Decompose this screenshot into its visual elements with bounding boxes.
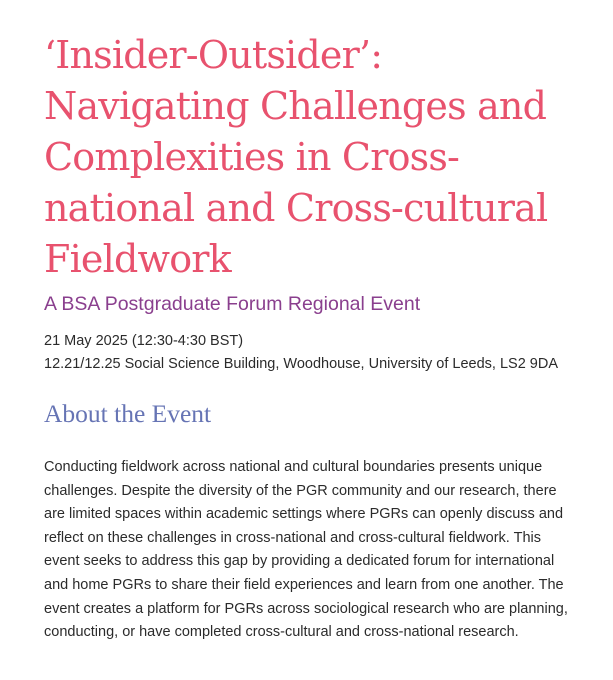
about-heading: About the Event <box>44 399 212 428</box>
event-date-time: 21 May 2025 (12:30-4:30 BST) <box>44 333 244 349</box>
event-location: 12.21/12.25 Social Science Building, Woodhouse, University of Leeds, LS2 9DA <box>44 356 558 372</box>
event-subtitle: A BSA Postgraduate Forum Regional Event <box>44 293 421 315</box>
event-details <box>44 330 604 375</box>
event-title: ‘Insider-Outsider’: Navigating Challenges and Complexities in Cross-national and Cross-cultural Fieldwork <box>44 33 548 281</box>
about-paragraph: Conducting fieldwork across national and cultural boundaries presents unique challenges. Despite the diversity of the PGR community and our research, there are limited spaces within academic settings where PGRs can openly discuss and reflect on these challenges in cross-national and cross-cultural fieldwork. This event seeks to address this gap by providing a dedicated forum for international and home PGRs to share their field experiences and learn from one another. The event creates a platform for PGRs across sociological research who are planning, conducting, or have completed cross-cultural and cross-national research. <box>44 459 568 641</box>
event-page <box>44 30 604 645</box>
